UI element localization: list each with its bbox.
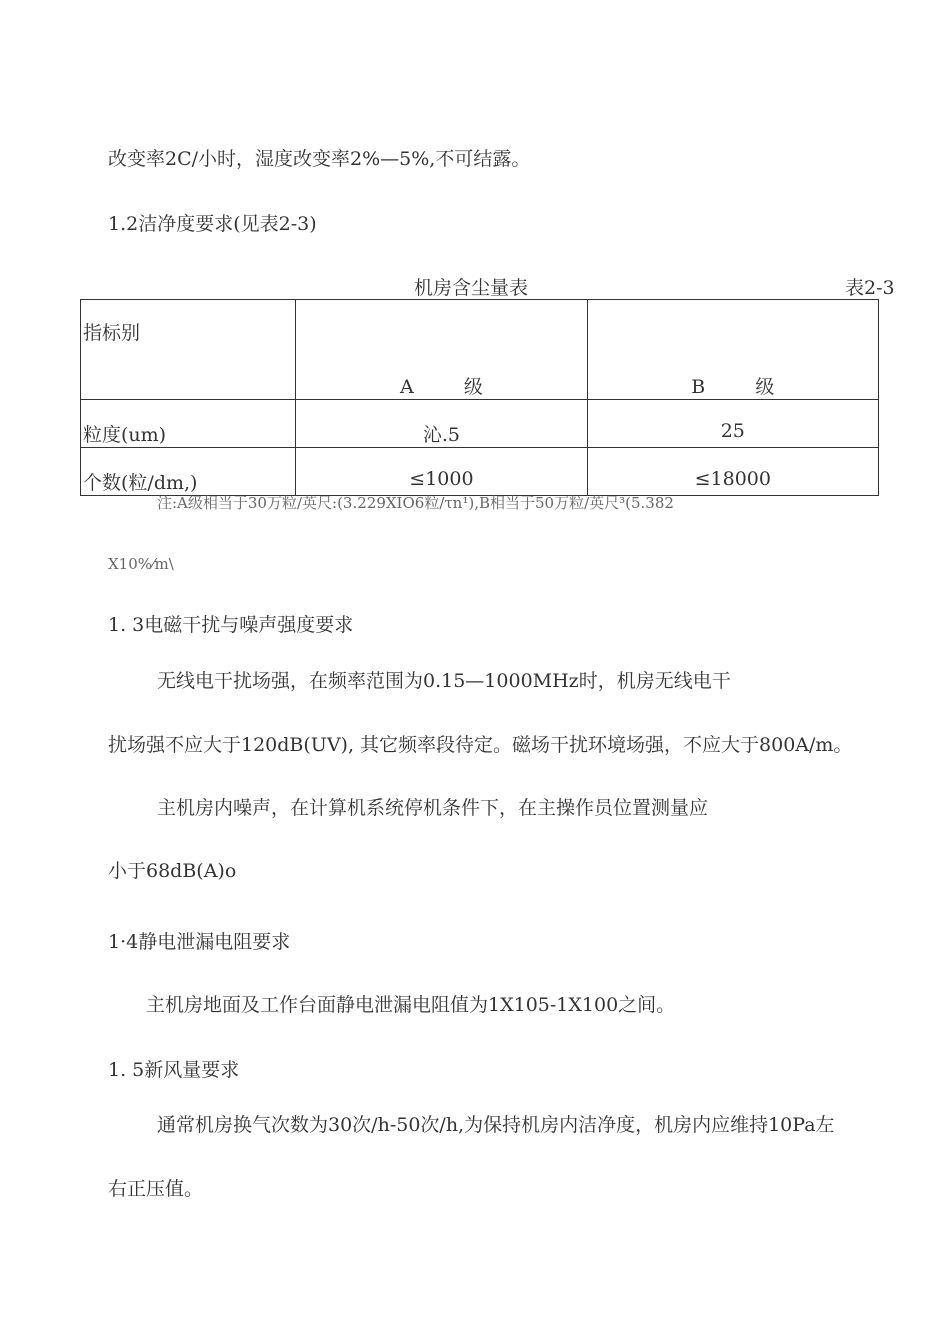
paragraph-line: 右正压值。 [108,1178,204,1200]
header-label: 指标别 [83,322,141,344]
grade-b-suffix: 级 [755,376,775,398]
header-cell-label [81,300,296,400]
table-number: 表2-3 [845,277,895,299]
row-a-cell [296,448,587,496]
paragraph-line: 小于68dB(A)o [108,860,237,882]
row-b-cell [587,400,878,448]
grade-a-label [296,300,586,399]
table-row [81,448,879,496]
table-title: 机房含尘量表 [414,277,529,299]
paragraph-line: 主机房内噪声，在计算机系统停机条件下，在主操作员位置测量应 [157,797,709,819]
section-heading-1-2: 1.2洁净度要求(见表2-3) [108,213,317,235]
header-cell-b [587,300,878,400]
paragraph-line: 主机房地面及工作台面静电泄漏电阻值为1X105-1X100之间。 [146,994,676,1016]
table-note-line2: X10%⁄m\ [108,555,174,573]
grade-b-label [588,300,878,399]
section-heading-1-3: 1. 3电磁干扰与噪声强度要求 [108,614,354,636]
paragraph-line: 无线电干扰场强，在频率范围为0.15—1000MHz时，机房无线电干 [157,670,731,692]
section-heading-1-4: 1·4静电泄漏电阻要求 [108,931,291,953]
row-label-cell [81,448,296,496]
dust-table [80,299,879,496]
row-label-cell [81,400,296,448]
row-label: 粒度(um) [83,424,167,446]
paragraph-continuation: 改变率2C/小时，湿度改变率2%—5%,不可结露。 [108,148,531,170]
row-label: 个数(粒/dm,) [83,472,198,494]
row-b-value: ≤18000 [694,468,771,490]
row-a-value: ≤1000 [409,468,474,490]
row-b-cell [587,448,878,496]
grade-a-letter: A [400,376,414,398]
grade-b-letter: B [691,376,706,398]
row-b-value: 25 [720,420,745,442]
row-a-value: 沁.5 [422,424,461,446]
section-heading-1-5: 1. 5新风量要求 [108,1059,240,1081]
header-cell-a [296,300,587,400]
table-row [81,400,879,448]
table-header-row [81,300,879,400]
table-note-line1: 注:A级相当于30万粒/英尺:(3.229XIO6粒/τn¹),B相当于50万粒/英尺³(5.382 [157,494,674,512]
paragraph-line: 通常机房换气次数为30次/h-50次/h,为保持机房内洁净度，机房内应维持10Pa左 [157,1114,835,1136]
row-a-cell [296,400,587,448]
paragraph-line: 扰场强不应大于120dB(UV), 其它频率段待定。磁场干扰环境场强，不应大于800A/m。 [108,734,853,756]
grade-a-suffix: 级 [463,376,483,398]
